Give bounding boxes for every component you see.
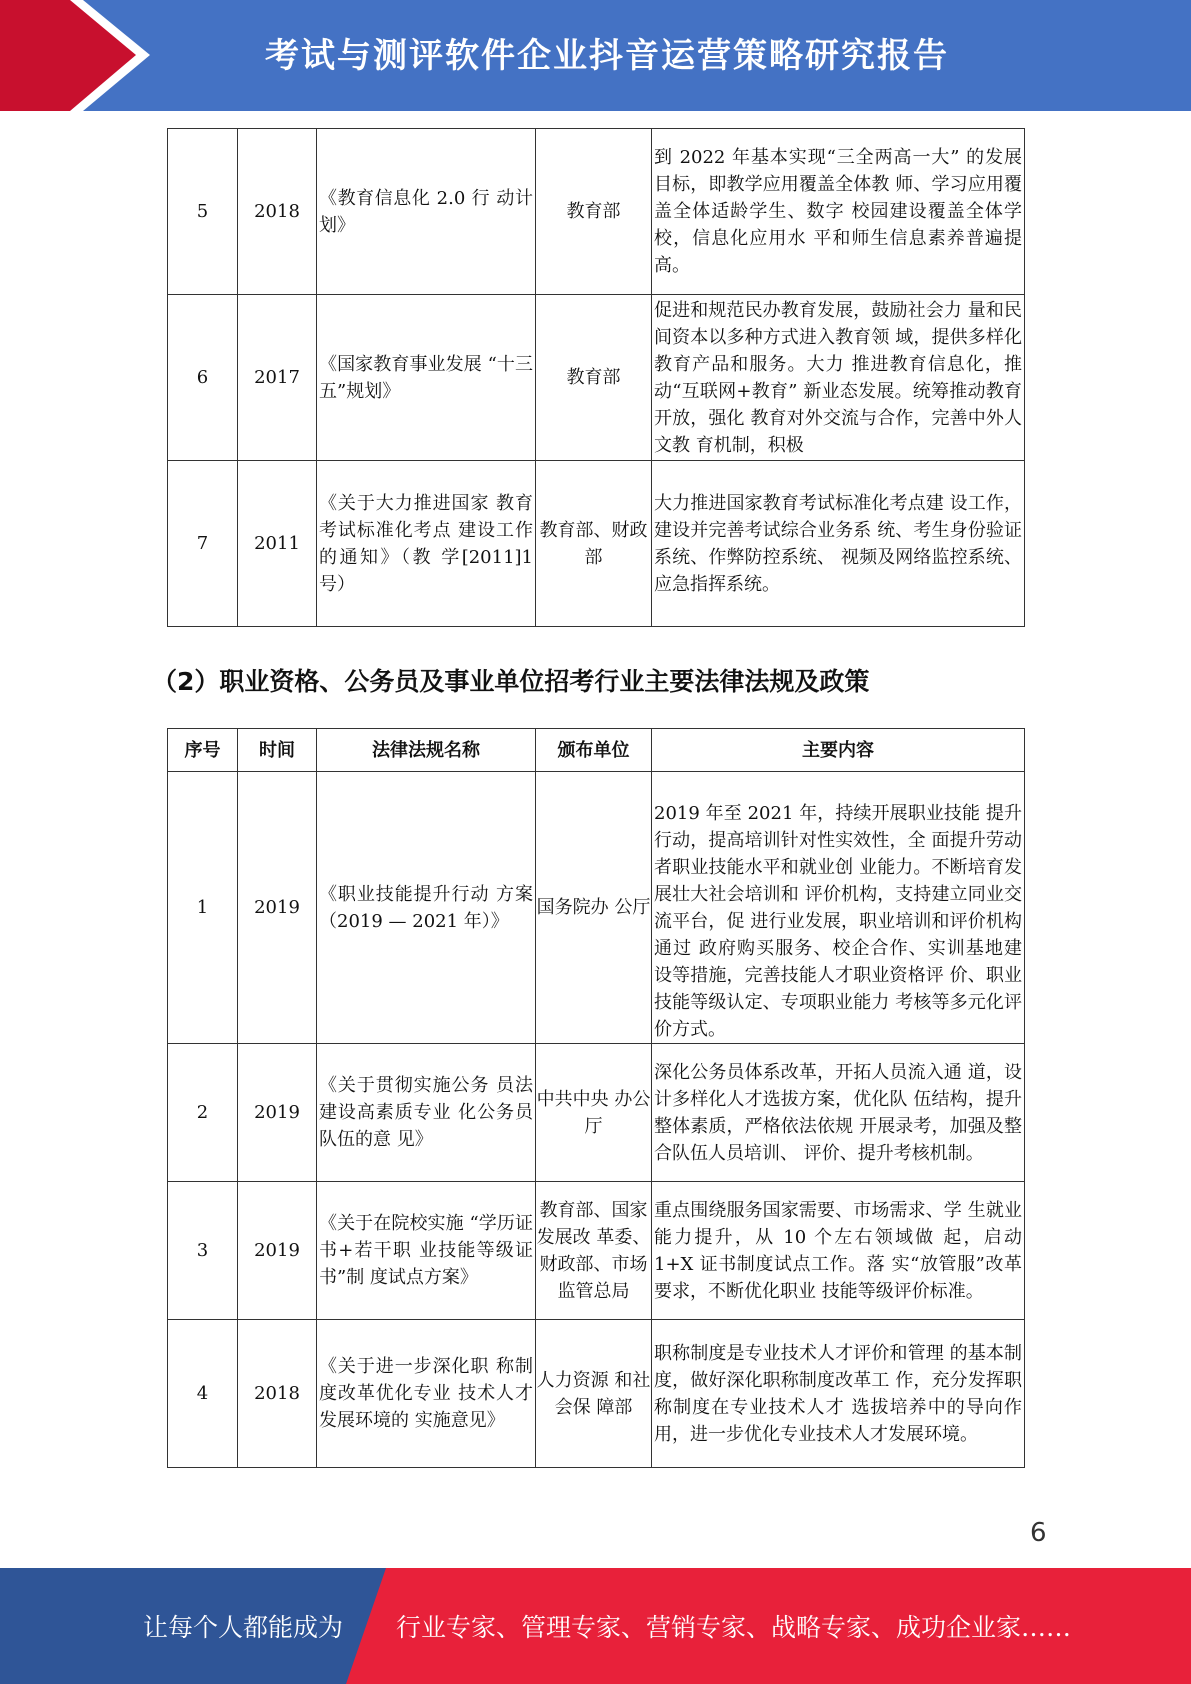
footer-slogan-right: 行业专家、管理专家、营销专家、战略专家、成功企业家…… xyxy=(396,1613,1072,1642)
main-content: 大力推进国家教育考试标准化考点建 设工作，建设并完善考试综合业务系 统、考生身份验证系统、作弊防控系统、 视频及网络监控系统、应急指挥系统。 xyxy=(652,461,1025,627)
row-number: 2 xyxy=(168,1044,238,1182)
main-content: 职称制度是专业技术人才评价和管理 的基本制度，做好深化职称制度改革工 作，充分发挥职称制度在专业技术人才 选拔培养中的导向作用，进一步优化专业技术人才发展环境。 xyxy=(652,1320,1025,1468)
issuing-authority: 人力资源 和社会保 障部 xyxy=(536,1320,652,1468)
regulation-name: 《关于贯彻实施公务 员法建设高素质专业 化公务员队伍的意 见》 xyxy=(317,1044,536,1182)
regulation-name: 《教育信息化 2.0 行 动计划》 xyxy=(317,129,536,295)
table-row xyxy=(168,295,1025,461)
regulation-name: 《国家教育事业发展 “十三五”规划》 xyxy=(317,295,536,461)
row-year: 2019 xyxy=(238,1182,317,1320)
issuing-authority: 国务院办 公厅 xyxy=(536,772,652,1044)
main-content: 深化公务员体系改革，开拓人员流入通 道，设计多样化人才选拔方案，优化队 伍结构，提升整体素质，严格依法依规 开展录考，加强及整合队伍人员培训、 评价、提升考核机制。 xyxy=(652,1044,1025,1182)
footer-slogan-left: 让每个人都能成为 xyxy=(143,1613,344,1642)
row-number: 7 xyxy=(168,461,238,627)
table-row xyxy=(168,1320,1025,1468)
issuing-authority: 中共中央 办公厅 xyxy=(536,1044,652,1182)
regulation-name: 《职业技能提升行动 方案（2019 — 2021 年）》 xyxy=(317,772,536,1044)
table-header-row xyxy=(168,729,1025,772)
issuing-authority: 教育部、财政部 xyxy=(536,461,652,627)
page-header-band xyxy=(0,0,1191,111)
regulation-name: 《关于大力推进国家 教育考试标准化考点 建设工作的通知》（教 学[2011]1 号） xyxy=(317,461,536,627)
header-content: 主要内容 xyxy=(652,729,1025,772)
table-row xyxy=(168,129,1025,295)
table-row xyxy=(168,1182,1025,1320)
row-number: 1 xyxy=(168,772,238,1044)
page-number: 6 xyxy=(1030,1518,1047,1548)
table-row xyxy=(168,772,1025,1044)
row-year: 2019 xyxy=(238,1044,317,1182)
vocational-policy-table xyxy=(167,728,1025,1468)
report-title: 考试与测评软件企业抖音运营策略研究报告 xyxy=(265,36,949,76)
main-content: 重点围绕服务国家需要、市场需求、学 生就业能力提升，从 10 个左右领域做 起，启动 1+X 证书制度试点工作。落 实“放管服”改革要求，不断优化职业 技能等级评价标准。 xyxy=(652,1182,1025,1320)
regulation-name: 《关于进一步深化职 称制度改革优化专业 技术人才发展环境的 实施意见》 xyxy=(317,1320,536,1468)
table-row xyxy=(168,461,1025,627)
main-content: 到 2022 年基本实现“三全两高一大” 的发展目标，即教学应用覆盖全体教 师、学习应用覆盖全体适龄学生、数字 校园建设覆盖全体学校，信息化应用水 平和师生信息素养普遍提高。 xyxy=(652,129,1025,295)
header-number: 序号 xyxy=(168,729,238,772)
row-year: 2017 xyxy=(238,295,317,461)
issuing-authority: 教育部 xyxy=(536,295,652,461)
row-number: 5 xyxy=(168,129,238,295)
header-year: 时间 xyxy=(238,729,317,772)
header-name: 法律法规名称 xyxy=(317,729,536,772)
row-year: 2018 xyxy=(238,1320,317,1468)
header-dept: 颁布单位 xyxy=(536,729,652,772)
row-number: 3 xyxy=(168,1182,238,1320)
issuing-authority: 教育部、国家发展改 革委、财政部、市场监管总局 xyxy=(536,1182,652,1320)
table-row xyxy=(168,1044,1025,1182)
row-number: 4 xyxy=(168,1320,238,1468)
education-policy-table xyxy=(167,128,1025,627)
row-year: 2019 xyxy=(238,772,317,1044)
header-chevron-red xyxy=(0,0,140,111)
regulation-name: 《关于在院校实施 “学历证书+若干职 业技能等级证书”制 度试点方案》 xyxy=(317,1182,536,1320)
section-heading: （2）职业资格、公务员及事业单位招考行业主要法律法规及政策 xyxy=(152,667,870,696)
row-year: 2011 xyxy=(238,461,317,627)
row-year: 2018 xyxy=(238,129,317,295)
issuing-authority: 教育部 xyxy=(536,129,652,295)
main-content: 促进和规范民办教育发展，鼓励社会力 量和民间资本以多种方式进入教育领 域，提供多样化教育产品和服务。大力 推进教育信息化，推动“互联网+教育” 新业态发展。统筹推动教育开放，强化 教育对外交流与合作，完善中外人文教 育机制，积极 xyxy=(652,295,1025,461)
row-number: 6 xyxy=(168,295,238,461)
page-footer-band xyxy=(0,1568,1191,1684)
main-content: 2019 年至 2021 年，持续开展职业技能 提升行动，提高培训针对性实效性，全 面提升劳动者职业技能水平和就业创 业能力。不断培育发展壮大社会培训和 评价机构，支持建立同业交流平台，促 进行业发展，职业培训和评价机构通过 政府购买服务、校企合作、实训基地建 设等措施，完善技能人才职业资格评 价、职业技能等级认定、专项职业能力 考核等多元化评价方式。 xyxy=(652,772,1025,1044)
